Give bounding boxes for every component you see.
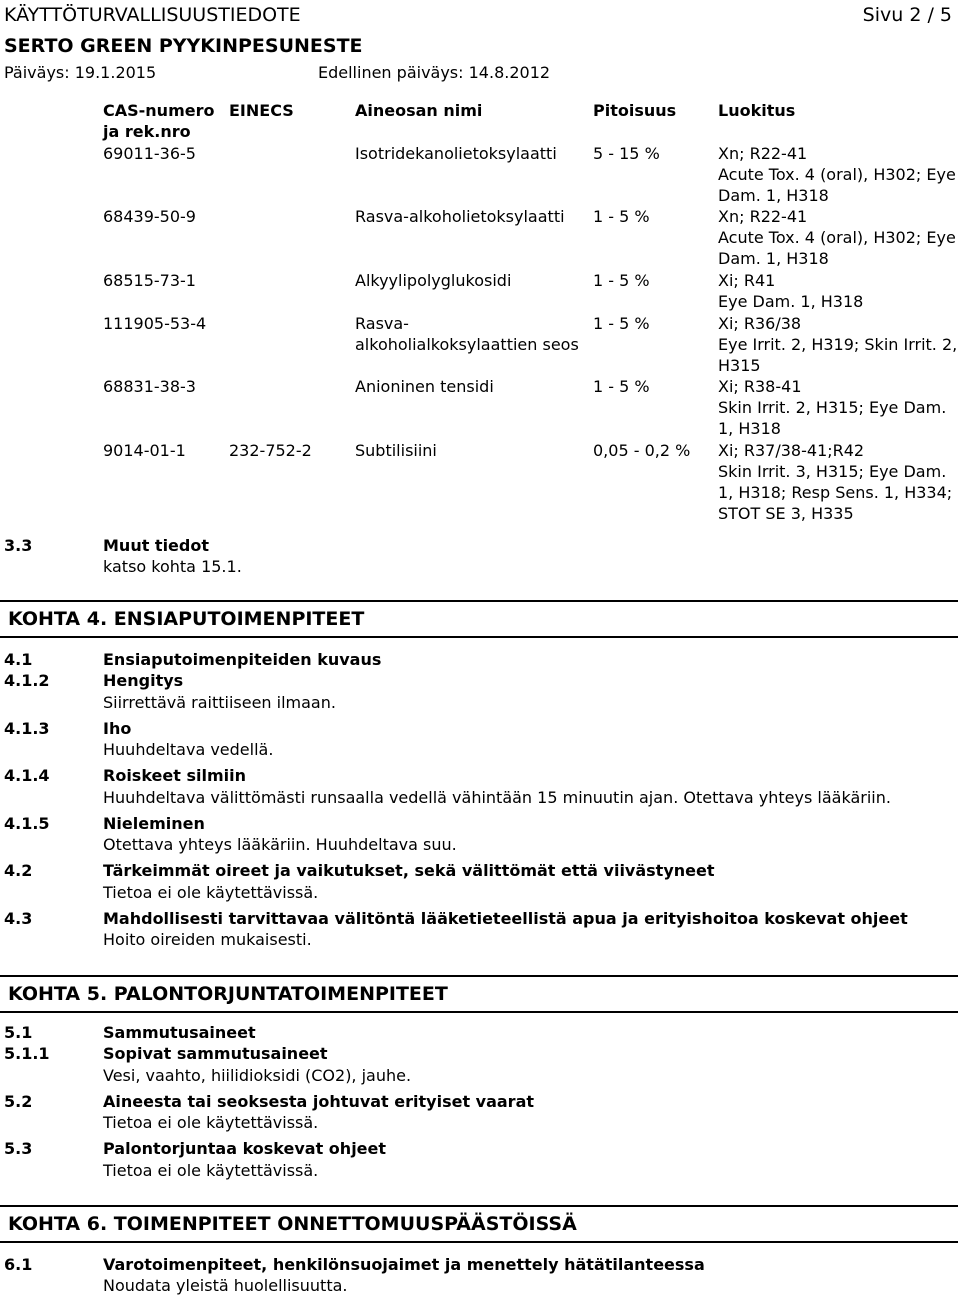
subsection-number: 3.3: [4, 536, 33, 555]
cell-cas: 68515-73-1: [103, 271, 196, 290]
section-6-header: [0, 1205, 958, 1243]
subsection-number: 5.1.1: [4, 1044, 50, 1063]
col-header-classification: Luokitus: [718, 101, 796, 120]
cell-classification: Xi; R37/38-41;R42: [718, 441, 865, 460]
subsection-text: Otettava yhteys lääkäriin. Huuhdeltava suu.: [103, 835, 457, 854]
cell-content: 1 - 5 %: [593, 314, 650, 333]
subsection-title: Aineesta tai seoksesta johtuvat erityiset vaarat: [103, 1092, 535, 1111]
subsection-text: Tietoa ei ole käytettävissä.: [103, 1113, 319, 1132]
subsection-text: Siirrettävä raittiiseen ilmaan.: [103, 693, 336, 712]
subsection-title: Iho: [103, 719, 132, 738]
col-header-cas: CAS-numero: [103, 101, 215, 120]
previous-revision-date: Edellinen päiväys: 14.8.2012: [318, 63, 551, 82]
col-header-einecs: EINECS: [229, 101, 294, 120]
subsection-text: Huuhdeltava vedellä.: [103, 740, 274, 759]
cell-content: 1 - 5 %: [593, 271, 650, 290]
col-header-content: Pitoisuus: [593, 101, 677, 120]
subsection-number: 4.1.3: [4, 719, 50, 738]
subsection-number: 4.1.5: [4, 814, 50, 833]
cell-classification: Xn; R22-41: [718, 144, 808, 163]
cell-classification: Xi; R38-41: [718, 377, 802, 396]
cell-name: Rasva-alkoholialkoksylaattien seos: [355, 314, 579, 354]
subsection-title: Muut tiedot: [103, 536, 209, 555]
cell-classification-clp: Eye Irrit. 2, H319; Skin Irrit. 2, H315: [718, 335, 958, 375]
subsection-title: Ensiaputoimenpiteiden kuvaus: [103, 650, 382, 669]
cell-classification: Xn; R22-41: [718, 207, 808, 226]
col-header-cas-line2: ja rek.nro: [103, 122, 191, 141]
subsection-title: Sopivat sammutusaineet: [103, 1044, 328, 1063]
cell-name: Rasva-alkoholietoksylaatti: [355, 207, 565, 226]
subsection-title: Tärkeimmät oireet ja vaikutukset, sekä välittömät että viivästyneet: [103, 861, 715, 880]
cell-einecs: 232-752-2: [229, 441, 312, 460]
subsection-title: Sammutusaineet: [103, 1023, 256, 1042]
section-4-header: [0, 600, 958, 638]
col-header-name: Aineosan nimi: [355, 101, 483, 120]
cell-cas: 68439-50-9: [103, 207, 196, 226]
subsection-title: Roiskeet silmiin: [103, 766, 246, 785]
cell-content: 5 - 15 %: [593, 144, 660, 163]
subsection-title: Varotoimenpiteet, henkilönsuojaimet ja menettely hätätilanteessa: [103, 1255, 705, 1274]
subsection-text: Huuhdeltava välittömästi runsaalla vedellä vähintään 15 minuutin ajan. Otettava yhteys lääkäriin.: [103, 788, 891, 807]
subsection-number: 4.1: [4, 650, 33, 669]
section-4-title: KOHTA 4. ENSIAPUTOIMENPITEET: [8, 608, 365, 630]
cell-classification-clp: Eye Dam. 1, H318: [718, 292, 864, 311]
cell-classification-clp: Skin Irrit. 3, H315; Eye Dam. 1, H318; Resp Sens. 1, H334; STOT SE 3, H335: [718, 462, 953, 523]
cell-cas: 68831-38-3: [103, 377, 196, 396]
subsection-number: 4.3: [4, 909, 33, 928]
section-5-title: KOHTA 5. PALONTORJUNTATOIMENPITEET: [8, 983, 448, 1005]
subsection-number: 4.1.4: [4, 766, 50, 785]
section-6-title: KOHTA 6. TOIMENPITEET ONNETTOMUUSPÄÄSTÖISSÄ: [8, 1213, 577, 1235]
cell-classification-clp: Acute Tox. 4 (oral), H302; Eye Dam. 1, H318: [718, 165, 956, 205]
cell-name: Anioninen tensidi: [355, 377, 494, 396]
subsection-title: Mahdollisesti tarvittavaa välitöntä lääketieteellistä apua ja erityishoitoa koskevat ohjeet: [103, 909, 908, 928]
document-title: KÄYTTÖTURVALLISUUSTIEDOTE: [4, 4, 301, 26]
subsection-text: Vesi, vaahto, hiilidioksidi (CO2), jauhe.: [103, 1066, 412, 1085]
subsection-text: Noudata yleistä huolellisuutta.: [103, 1276, 348, 1295]
page-number: Sivu 2 / 5: [862, 4, 952, 26]
subsection-number: 4.1.2: [4, 671, 50, 690]
subsection-number: 5.2: [4, 1092, 33, 1111]
cell-classification: Xi; R36/38: [718, 314, 802, 333]
product-name: SERTO GREEN PYYKINPESUNESTE: [4, 35, 363, 57]
subsection-text: Hoito oireiden mukaisesti.: [103, 930, 312, 949]
subsection-number: 6.1: [4, 1255, 33, 1274]
cell-content: 0,05 - 0,2 %: [593, 441, 691, 460]
cell-name: Isotridekanolietoksylaatti: [355, 144, 557, 163]
cell-content: 1 - 5 %: [593, 377, 650, 396]
cell-name: Alkyylipolyglukosidi: [355, 271, 512, 290]
subsection-title: Palontorjuntaa koskevat ohjeet: [103, 1139, 387, 1158]
cell-classification: Xi; R41: [718, 271, 776, 290]
subsection-title: Hengitys: [103, 671, 184, 690]
cell-classification-clp: Skin Irrit. 2, H315; Eye Dam. 1, H318: [718, 398, 947, 438]
subsection-title: Nieleminen: [103, 814, 205, 833]
subsection-number: 5.1: [4, 1023, 33, 1042]
section-5-header: [0, 975, 958, 1013]
revision-date: Päiväys: 19.1.2015: [4, 63, 157, 82]
subsection-text: Tietoa ei ole käytettävissä.: [103, 1161, 319, 1180]
cell-cas: 69011-36-5: [103, 144, 196, 163]
cell-classification-clp: Acute Tox. 4 (oral), H302; Eye Dam. 1, H318: [718, 228, 956, 268]
subsection-text: katso kohta 15.1.: [103, 557, 242, 576]
subsection-number: 5.3: [4, 1139, 33, 1158]
cell-cas: 9014-01-1: [103, 441, 186, 460]
subsection-number: 4.2: [4, 861, 33, 880]
cell-cas: 111905-53-4: [103, 314, 207, 333]
cell-content: 1 - 5 %: [593, 207, 650, 226]
cell-name: Subtilisiini: [355, 441, 437, 460]
subsection-text: Tietoa ei ole käytettävissä.: [103, 883, 319, 902]
